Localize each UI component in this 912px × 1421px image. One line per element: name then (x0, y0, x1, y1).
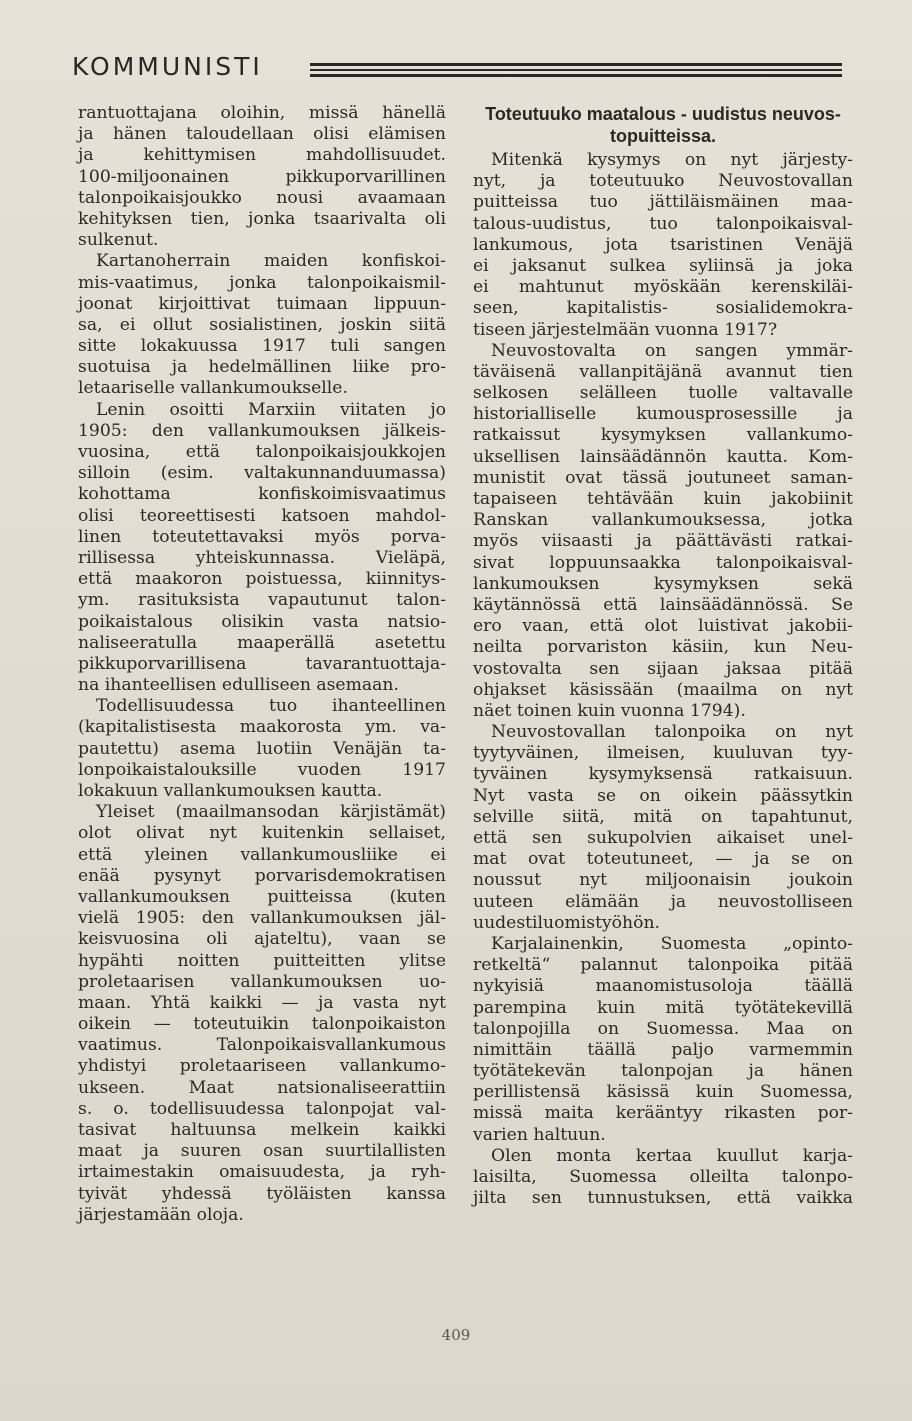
text-line: vostovalta sen sijaan jaksaa pitää (473, 658, 853, 679)
text-line: tyväinen kysymyksensä ratkaisuun. (473, 764, 853, 785)
text-line: Ranskan vallankumouksessa, jotka (473, 510, 853, 531)
text-line: silloin (esim. valtakunnanduumassa) (78, 463, 446, 484)
text-line: Mitenkä kysymys on nyt järjesty- (491, 150, 853, 170)
text-line: Nyt vasta se on oikein päässytkin (473, 785, 853, 806)
text-line: pikkuporvarillisena tavarantuottaja- (78, 653, 446, 674)
text-line: oikein — toteutuikin talonpoikaiston (78, 1014, 446, 1035)
text-line: Todellisuudessa tuo ihanteellinen (96, 696, 446, 717)
text-line: naliseeratulla maaperällä asetettu (78, 632, 446, 653)
text-line: myös viisaasti ja päättävästi ratkai- (473, 531, 853, 552)
text-line: uudestiluomistyöhön. (473, 912, 660, 933)
text-line: uksellisen lainsäädännön kautta. Kom- (473, 446, 853, 467)
text-line: s. o. todellisuudessa talonpojat val- (78, 1098, 446, 1119)
text-line: talonpoikaisjoukko nousi avaamaan (78, 187, 446, 208)
text-line: tyivät yhdessä työläisten kanssa (78, 1183, 446, 1204)
text-line: että maakoron poistuessa, kiinnitys- (78, 569, 446, 590)
heading-line: Toteutuuko maatalous - uudistus neuvos- (485, 104, 841, 124)
text-line: mat ovat toteutuneet, — ja se on (473, 849, 853, 870)
text-line: (kapitalistisesta maakorosta ym. va- (78, 717, 446, 738)
left-column (78, 103, 446, 1226)
text-line: keisvuosina oli ajateltu), vaan se (78, 929, 446, 950)
text-line: poikaistalous olisikin vasta natsio- (78, 611, 446, 632)
text-line: puitteissa tuo jättiläismäinen maa- (473, 192, 853, 213)
text-line: nyt, ja toteutuuko Neuvostovallan (473, 171, 853, 192)
text-line: laisilta, Suomessa olleilta talonpo- (473, 1167, 853, 1187)
text-line: rantuottajana oloihin, missä hänellä (78, 103, 446, 123)
text-line: täväisenä vallanpitäjänä avannut tien (473, 361, 853, 382)
text-line: vallankumouksen puitteissa (kuten (78, 886, 446, 907)
header-rule (310, 63, 842, 77)
page-header (72, 52, 852, 88)
text-line: vaatimus. Talonpoikaisvallankumous (78, 1035, 446, 1056)
text-line: neilta porvariston käsiin, kun Neu- (473, 637, 853, 658)
text-line: enää pysynyt porvarisdemokratisen (78, 865, 446, 886)
text-line: sivat loppuunsaakka talonpoikaisval- (473, 552, 853, 573)
text-line: proletaarisen vallankumouksen uo- (78, 971, 446, 992)
text-line: selkosen selälleen tuolle valtavalle (473, 383, 853, 404)
right-column (473, 103, 853, 1209)
text-line: yhdistyi proletaariseen vallankumo- (78, 1056, 446, 1077)
text-line: vielä 1905: den vallankumouksen jäl- (78, 908, 446, 929)
text-line: kohottama konfiskoimisvaatimus (78, 484, 446, 505)
text-line: ja kehittymisen mahdollisuudet. (78, 145, 446, 166)
text-line: järjestamään oloja. (78, 1204, 244, 1225)
text-line: suotuisa ja hedelmällinen liike pro- (78, 357, 446, 378)
page-number: 409 (441, 1326, 471, 1344)
text-line: 100-miljoonainen pikkuporvarillinen (78, 166, 446, 187)
text-line: tapaiseen tehtävään kuin jakobiinit (473, 489, 853, 509)
text-line: olot olivat nyt kuitenkin sellaiset, (78, 823, 446, 844)
text-line: työtätekevän talonpojan ja hänen (473, 1061, 853, 1082)
text-line: selville siitä, mitä on tapahtunut, (473, 806, 853, 827)
text-line: irtaimestakin omaisuudesta, ja ryh- (78, 1162, 446, 1183)
text-line: ja hänen taloudellaan olisi elämisen (78, 124, 446, 145)
text-line: Karjalainenkin, Suomesta „opinto- (491, 933, 853, 954)
section-heading (473, 103, 853, 147)
text-line: Neuvostovallan talonpoika on nyt (491, 722, 853, 743)
right-column-text (473, 150, 853, 1209)
text-line: ei mahtunut myöskään kerenskiläi- (473, 277, 853, 298)
text-line: jilta sen tunnustuksen, että vaikka (473, 1188, 853, 1209)
text-line: sulkenut. (78, 230, 159, 251)
text-line: kehityksen tien, jonka tsaarivalta oli (78, 208, 446, 229)
text-line: seen, kapitalistis- sosialidemokra- (473, 298, 853, 319)
text-line: Olen monta kertaa kuullut karja- (491, 1145, 853, 1166)
text-line: nimittäin täällä paljo varmemmin (473, 1039, 853, 1060)
text-line: uuteen elämään ja neuvostolliseen (473, 891, 853, 912)
text-line: linen toteutettavaksi myös porva- (78, 526, 446, 547)
text-line: Neuvostovalta on sangen ymmär- (491, 340, 853, 361)
text-line: retkeltä“ palannut talonpoika pitää (473, 955, 853, 976)
text-line: mis-vaatimus, jonka talonpoikaismil- (78, 272, 446, 293)
text-line: maan. Yhtä kaikki — ja vasta nyt (78, 992, 446, 1013)
text-line: lankumous, jota tsaristinen Venäjä (473, 234, 853, 255)
text-line: olisi teoreettisesti katsoen mahdol- (78, 505, 446, 526)
text-line: missä maita kerääntyy rikasten por- (473, 1103, 853, 1124)
text-line: letaariselle vallankumoukselle. (78, 378, 348, 399)
heading-line: topuitteissa. (609, 126, 716, 146)
text-line: perillistensä käsissä kuin Suomessa, (473, 1082, 853, 1103)
text-line: joonat kirjoittivat tuimaan lippuun- (78, 293, 446, 314)
journal-title: KOMMUNISTI (72, 52, 263, 81)
text-line: noussut nyt miljoonaisin joukoin (473, 870, 853, 891)
text-line: sa, ei ollut sosialistinen, joskin siitä (78, 314, 446, 335)
text-line: ym. rasituksista vapautunut talon- (78, 590, 446, 611)
text-line: pautettu) asema luotiin Venäjän ta- (78, 738, 446, 759)
text-line: varien haltuun. (473, 1124, 606, 1145)
text-line: historialliselle kumousprosessille ja (473, 404, 853, 425)
text-line: talonpojilla on Suomessa. Maa on (473, 1018, 853, 1039)
text-line: talous-uudistus, tuo talonpoikaisval- (473, 213, 853, 234)
text-line: ohjakset käsissään (maailma on nyt (473, 679, 853, 700)
text-line: rillisessa yhteiskunnassa. Vieläpä, (78, 547, 446, 568)
text-line: ratkaissut kysymyksen vallankumo- (473, 425, 853, 446)
text-line: maat ja suuren osan suurtilallisten (78, 1141, 446, 1162)
text-line: ukseen. Maat natsionaliseerattiin (78, 1077, 446, 1098)
text-line: na ihanteellisen edulliseen asemaan. (78, 675, 399, 696)
text-line: käytännössä että lainsäädännössä. Se (473, 594, 853, 615)
text-line: että yleinen vallankumousliike ei (78, 844, 446, 865)
text-line: Kartanoherrain maiden konfiskoi- (96, 251, 446, 272)
text-line: lankumouksen kysymyksen sekä (473, 573, 853, 594)
text-line: 1905: den vallankumouksen jälkeis- (78, 420, 446, 441)
text-line: tiseen järjestelmään vuonna 1917? (473, 319, 778, 340)
text-line: Yleiset (maailmansodan kärjistämät) (96, 802, 446, 823)
text-line: Lenin osoitti Marxiin viitaten jo (96, 399, 446, 420)
text-line: parempina kuin mitä työtätekevillä (473, 997, 853, 1018)
text-line: nykyisiä maanomistusoloja täällä (473, 976, 853, 997)
text-line: vuosina, että talonpoikaisjoukkojen (78, 442, 446, 462)
text-line: näet toinen kuin vuonna 1794). (473, 700, 746, 721)
text-line: tyytyväinen, ilmeisen, kuuluvan tyy- (473, 743, 853, 764)
text-line: että sen sukupolvien aikaiset unel- (473, 828, 853, 848)
text-line: ero vaan, että olot luistivat jakobii- (473, 616, 853, 637)
text-line: hypähti noitten puitteitten ylitse (78, 950, 446, 971)
text-line: lokakuun vallankumouksen kautta. (78, 781, 383, 801)
text-line: lonpoikaistalouksille vuoden 1917 (78, 759, 446, 780)
text-line: munistit ovat tässä joutuneet saman- (473, 467, 853, 488)
text-line: tasivat haltuunsa melkein kaikki (78, 1120, 446, 1140)
text-line: sitte lokakuussa 1917 tuli sangen (78, 336, 446, 357)
text-line: ei jaksanut sulkea syliinsä ja joka (473, 255, 853, 276)
